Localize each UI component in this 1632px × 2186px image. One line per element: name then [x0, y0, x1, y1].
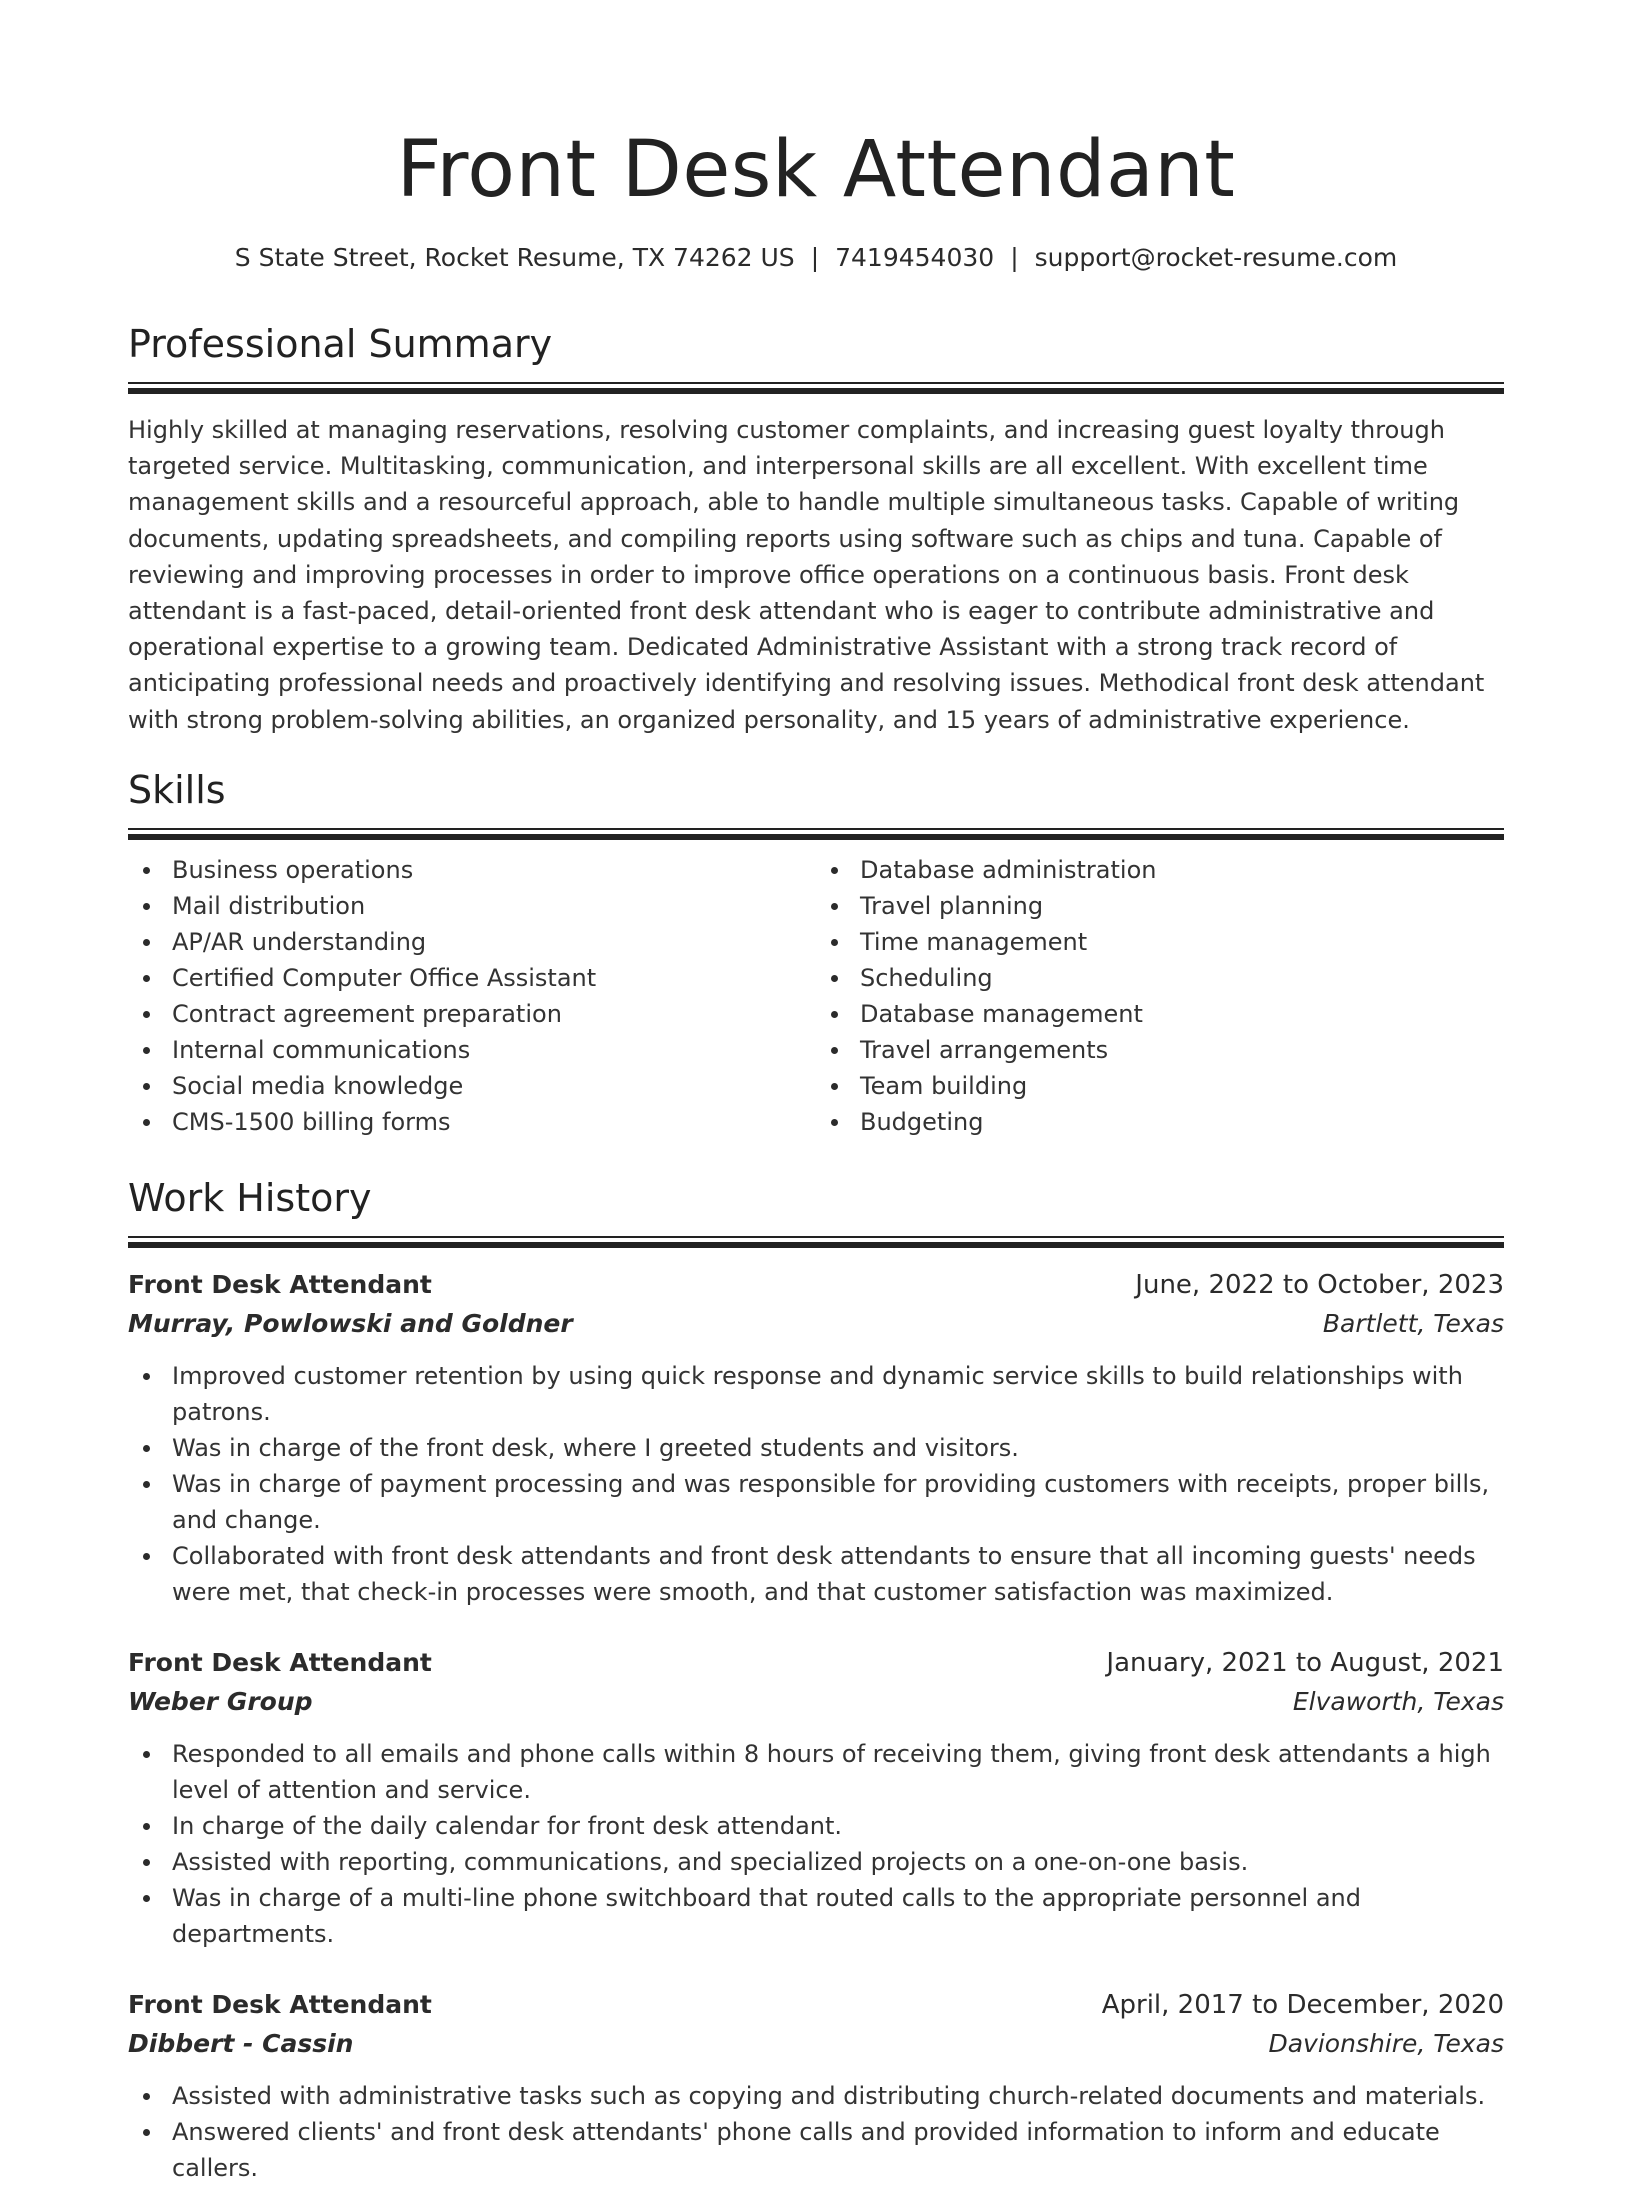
job-duty: Answered clients' and front desk attendants' phone calls and provided information to inform and educate callers. — [172, 2114, 1504, 2186]
job-title: Front Desk Attendant — [128, 1269, 432, 1299]
job-title-row — [128, 1266, 1504, 1304]
job-duty: In charge of the daily calendar for front desk attendant. — [172, 1808, 1504, 1844]
job-dates: January, 2021 to August, 2021 — [1106, 1647, 1504, 1678]
candidate-name: Front Desk Attendant — [396, 125, 1236, 215]
job-company-row — [128, 1304, 1504, 1344]
skill-item: Mail distribution — [172, 888, 816, 924]
skill-item: Budgeting — [860, 1104, 1504, 1140]
skills-list-right — [860, 852, 1504, 1140]
job-duties-list — [128, 2078, 1504, 2186]
job-title: Front Desk Attendant — [128, 1989, 432, 2019]
job-location: Bartlett, Texas — [1322, 1308, 1504, 1338]
job-location: Elvaworth, Texas — [1292, 1686, 1504, 1716]
contact-separator: | — [1010, 243, 1019, 272]
skill-item: Internal communications — [172, 1032, 816, 1068]
job-company: Murray, Powlowski and Goldner — [128, 1308, 573, 1338]
section-title-skills: Skills — [128, 767, 226, 812]
skills-column-left — [128, 852, 816, 1140]
job-duties-list — [128, 1358, 1504, 1610]
skill-item: Contract agreement preparation — [172, 996, 816, 1032]
skills-list-left — [172, 852, 816, 1140]
contact-phone[interactable]: 7419454030 — [835, 243, 995, 272]
job-title: Front Desk Attendant — [128, 1647, 432, 1677]
work-history-section — [128, 1174, 1504, 2186]
job-title-row — [128, 1986, 1504, 2024]
resume-page — [128, 0, 1504, 2186]
job-entry — [128, 1266, 1504, 1610]
contact-separator: | — [810, 243, 820, 272]
section-divider — [128, 382, 1504, 394]
job-dates: April, 2017 to December, 2020 — [1101, 1989, 1504, 2020]
contact-email[interactable]: support@rocket-resume.com — [1034, 243, 1398, 272]
job-duty: Was in charge of the front desk, where I greeted students and visitors. — [172, 1430, 1504, 1466]
job-duty: Assisted with administrative tasks such as copying and distributing church-related documents and materials. — [172, 2078, 1504, 2114]
skill-item: Travel planning — [860, 888, 1504, 924]
job-dates: June, 2022 to October, 2023 — [1135, 1269, 1504, 1300]
job-entry — [128, 1986, 1504, 2186]
professional-summary-section — [128, 320, 1504, 738]
job-entry — [128, 1644, 1504, 1952]
job-location: Davionshire, Texas — [1268, 2028, 1504, 2058]
section-title-work-history: Work History — [128, 1175, 372, 1220]
section-divider — [128, 828, 1504, 840]
job-duty: Was in charge of a multi-line phone switchboard that routed calls to the appropriate personnel and departments. — [172, 1880, 1504, 1952]
job-company-row — [128, 2024, 1504, 2064]
skill-item: Business operations — [172, 852, 816, 888]
skill-item: Certified Computer Office Assistant — [172, 960, 816, 996]
section-divider — [128, 1236, 1504, 1248]
contact-line — [128, 242, 1504, 274]
skill-item: Travel arrangements — [860, 1032, 1504, 1068]
skill-item: Social media knowledge — [172, 1068, 816, 1104]
skill-item: Scheduling — [860, 960, 1504, 996]
skill-item: Team building — [860, 1068, 1504, 1104]
skill-item: Database management — [860, 996, 1504, 1032]
job-company: Weber Group — [128, 1686, 313, 1716]
job-duty: Was in charge of payment processing and was responsible for providing customers with receipts, proper bills, and change. — [172, 1466, 1504, 1538]
job-duty: Assisted with reporting, communications, and specialized projects on a one-on-one basis. — [172, 1844, 1504, 1880]
job-title-row — [128, 1644, 1504, 1682]
job-duty: Collaborated with front desk attendants and front desk attendants to ensure that all incoming guests' needs were met, that check-in processes were smooth, and that customer satisfaction was maximized. — [172, 1538, 1504, 1610]
skill-item: CMS-1500 billing forms — [172, 1104, 816, 1140]
skills-columns — [128, 852, 1504, 1140]
summary-text: Highly skilled at managing reservations, resolving customer complaints, and increasing guest loyalty through targeted service. Multitasking, communication, and interpersonal skills are all excellent. With excellent time management skills and a resourceful approach, able to handle multiple simultaneous tasks. Capable of writing documents, updating spreadsheets, and compiling reports using software such as chips and tuna. Capable of reviewing and improving processes in order to improve office operations on a continuous basis. Front desk attendant is a fast-paced, detail-oriented front desk attendant who is eager to contribute administrative and operational expertise to a growing team. Dedicated Administrative Assistant with a strong track record of anticipating professional needs and proactively identifying and resolving issues. Methodical front desk attendant with strong problem-solving abilities, an organized personality, and 15 years of administrative experience. — [128, 416, 1485, 734]
skill-item: Database administration — [860, 852, 1504, 888]
job-duty: Responded to all emails and phone calls within 8 hours of receiving them, giving front desk attendants a high level of attention and service. — [172, 1736, 1504, 1808]
job-company-row — [128, 1682, 1504, 1722]
skill-item: Time management — [860, 924, 1504, 960]
job-duties-list — [128, 1736, 1504, 1952]
skills-section — [128, 766, 1504, 1140]
skill-item: AP/AR understanding — [172, 924, 816, 960]
contact-address: S State Street, Rocket Resume, TX 74262 US — [234, 243, 795, 272]
job-company: Dibbert - Cassin — [128, 2028, 354, 2058]
job-duty: Improved customer retention by using quick response and dynamic service skills to build relationships with patrons. — [172, 1358, 1504, 1430]
section-title-summary: Professional Summary — [128, 322, 553, 366]
skills-column-right — [816, 852, 1504, 1140]
resume-header — [128, 120, 1504, 274]
